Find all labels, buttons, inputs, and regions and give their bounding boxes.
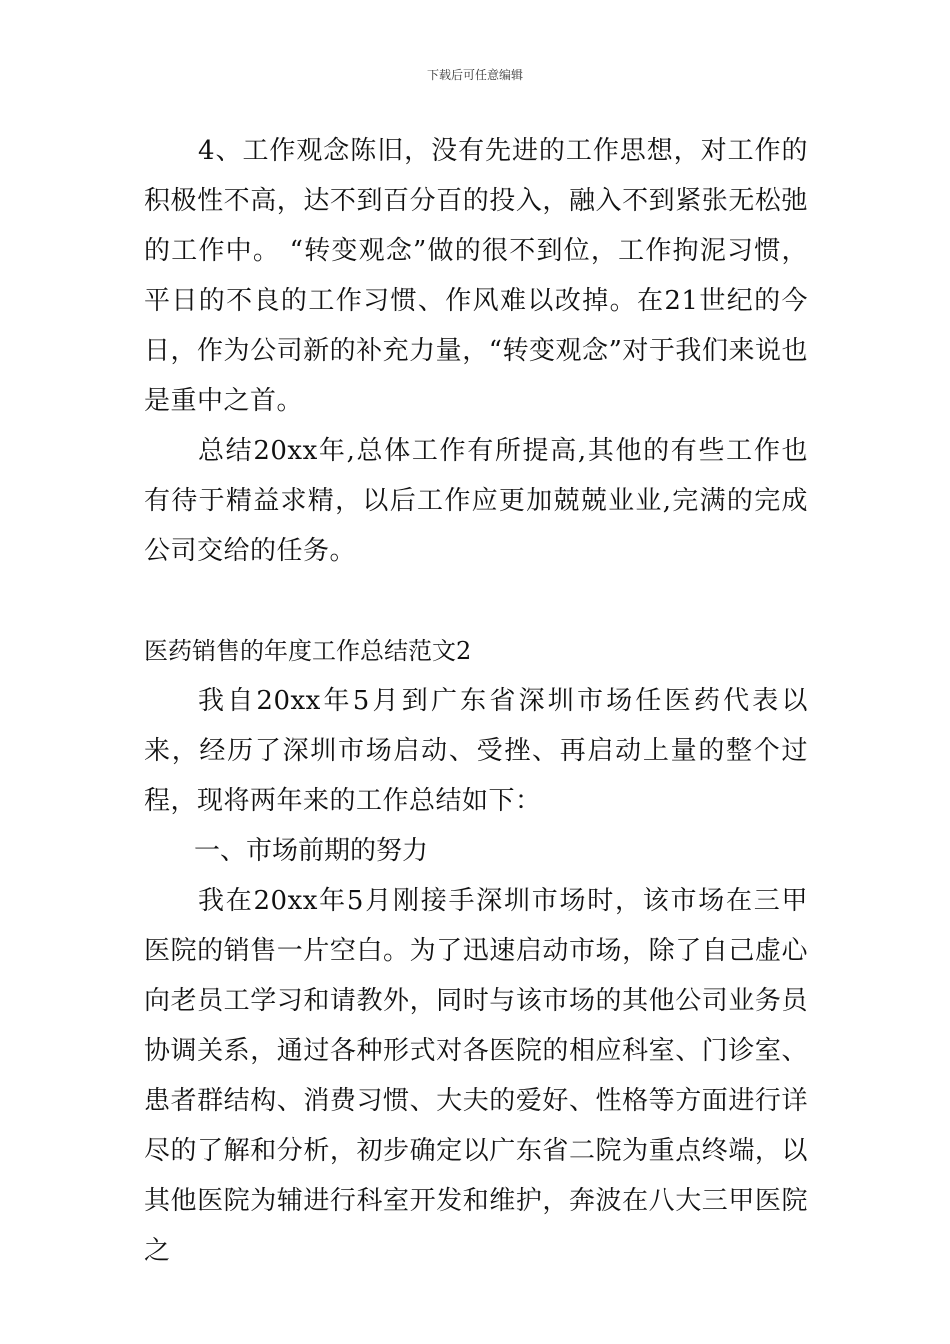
paragraph-summary: 总结20xx年,总体工作有所提高,其他的有些工作也有待于精益求精，以后工作应更加兢兢业业,完满的完成公司交给的任务。 [144, 436, 808, 566]
page-header-note: 下载后可任意编辑 [426, 68, 523, 82]
paragraph-intro: 我自20xx年5月到广东省深圳市场任医药代表以来，经历了深圳市场启动、受挫、再启动上量的整个过程，现将两年来的工作总结如下： [144, 686, 808, 816]
document-body [144, 126, 808, 1276]
section-title: 医药销售的年度工作总结范文2 [144, 637, 472, 665]
paragraph-work-concept: 4、工作观念陈旧，没有先进的工作思想，对工作的积极性不高，达不到百分百的投入，融入不到紧张无松弛的工作中。 “转变观念”做的很不到位，工作拘泥习惯，平日的不良的工作习惯、作风难以改掉。在21世纪的今日，作为公司新的补充力量，“转变观念”对于我们来说也是重中之首。 [144, 136, 808, 416]
paragraph-market-efforts: 我在20xx年5月刚接手深圳市场时，该市场在三甲医院的销售一片空白。为了迅速启动市场，除了自己虚心向老员工学习和请教外，同时与该市场的其他公司业务员协调关系，通过各种形式对各医院的相应科室、门诊室、患者群结构、消费习惯、大夫的爱好、性格等方面进行详尽的了解和分析，初步确定以广东省二院为重点终端，以其他医院为辅进行科室开发和维护，奔波在八大三甲医院之 [144, 886, 808, 1266]
subsection-title: 一、市场前期的努力 [194, 836, 429, 866]
